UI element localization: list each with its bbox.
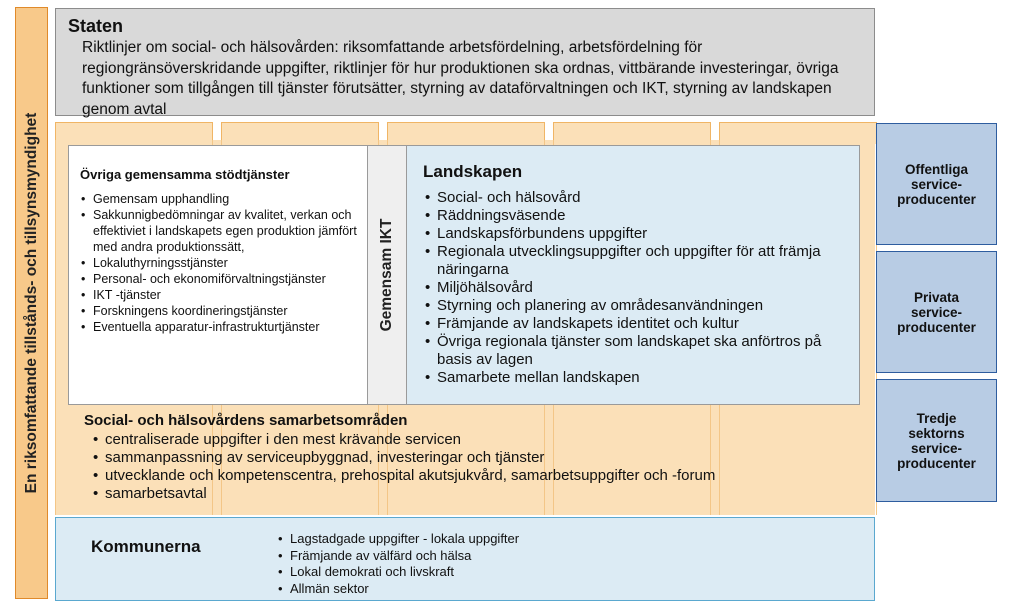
national-authority-label: En riksomfattande tillstånds- och tillsynsmyndighet [22, 112, 40, 494]
third-sector-producers-box [876, 379, 997, 502]
list-item: • Lagstadgade uppgifter - lokala uppgifter [290, 531, 519, 548]
list-item: • Landskapsförbundens uppgifter [437, 225, 857, 243]
third-sector-producers-label: Tredje sektorns service- producenter [897, 410, 976, 471]
list-item: • Forskningens koordineringstjänster [93, 303, 365, 319]
support-services-list [93, 191, 365, 335]
cooperation-areas-title: Social- och hälsovårdens samarbetsområden [84, 412, 408, 429]
cooperation-areas-list [105, 431, 865, 503]
public-producers-label: Offentliga service- producenter [897, 161, 976, 207]
list-item: • Allmän sektor [290, 581, 519, 598]
landskapen-box [406, 145, 860, 405]
shared-ict-label: Gemensam IKT [378, 218, 395, 332]
kommunerna-list [290, 531, 519, 597]
kommunerna-box [55, 517, 875, 601]
list-item: • Främjande av landskapets identitet och kultur [437, 315, 857, 333]
list-item: • utvecklande och kompetenscentra, prehospital akutsjukvård, samarbetsuppgifter och -forum [105, 467, 865, 485]
list-item: • Social- och hälsovård [437, 189, 857, 207]
list-item: • Räddningsväsende [437, 207, 857, 225]
list-item: • Övriga regionala tjänster som landskapet ska anförtros på basis av lagen [437, 333, 857, 369]
list-item: • Lokaluthyrningsstjänster [93, 255, 365, 271]
list-item: • Gemensam upphandling [93, 191, 365, 207]
list-item: • sammanpassning av serviceupbyggnad, investeringar och tjänster [105, 449, 865, 467]
list-item: • Miljöhälsovård [437, 279, 857, 297]
landskapen-title: Landskapen [423, 162, 523, 181]
national-authority-band [15, 7, 48, 599]
list-item: • Eventuella apparatur-infrastrukturtjänster [93, 319, 365, 335]
shared-ict-box [367, 145, 407, 405]
list-item: • Sakkunnigbedömningar av kvalitet, verkan och effektiviet i landskapets egen produktion jämfört med andra produktionssätt, [93, 207, 365, 255]
public-producers-box [876, 123, 997, 245]
list-item: • Samarbete mellan landskapen [437, 369, 857, 387]
support-services-box [68, 145, 368, 405]
staten-box [55, 8, 875, 116]
staten-text: Riktlinjer om social- och hälsovården: riksomfattande arbetsfördelning, arbetsfördelning för regiongränsöverskridande uppgifter, riktlinjer för hur produktionen ska ordnas, vittbärande investeringar, övriga funktioner som tillgången till tjänster förutsätter, styrning av dataförvaltningen och IKT, styrning av landskapen genom avtal [82, 39, 839, 118]
kommunerna-title: Kommunerna [91, 537, 201, 556]
support-services-title: Övriga gemensamma stödtjänster [80, 167, 290, 182]
landskapen-list [437, 189, 857, 387]
private-producers-label: Privata service- producenter [897, 289, 976, 335]
list-item: • centraliserade uppgifter i den mest krävande servicen [105, 431, 865, 449]
list-item: • Regionala utvecklingsuppgifter och uppgifter för att främja näringarna [437, 243, 857, 279]
list-item: • samarbetsavtal [105, 485, 865, 503]
list-item: • IKT -tjänster [93, 287, 365, 303]
list-item: • Lokal demokrati och livskraft [290, 564, 519, 581]
list-item: • Personal- och ekonomiförvaltningstjänster [93, 271, 365, 287]
private-producers-box [876, 251, 997, 373]
list-item: • Styrning och planering av områdesanvändningen [437, 297, 857, 315]
staten-title: Staten [68, 16, 124, 36]
list-item: • Främjande av välfärd och hälsa [290, 548, 519, 565]
